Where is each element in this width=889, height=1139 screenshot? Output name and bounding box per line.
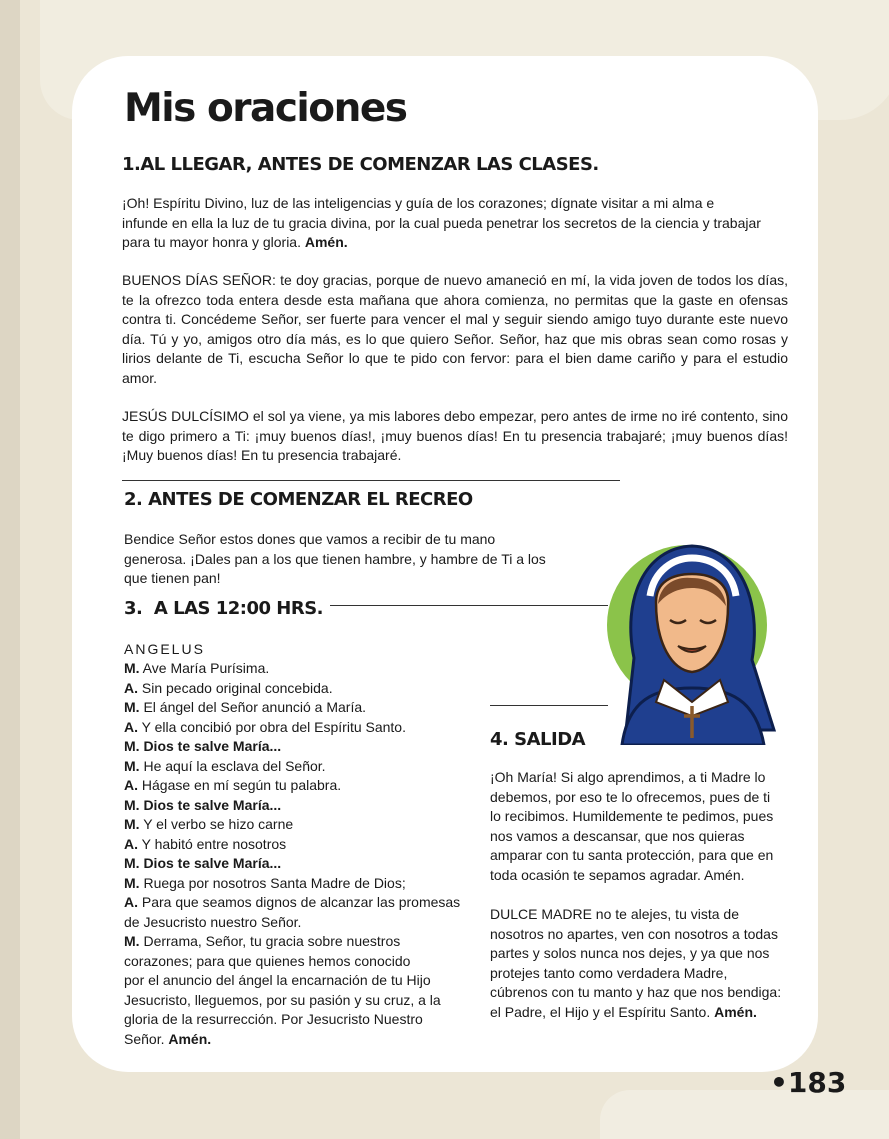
angelus-line: [124, 757, 474, 777]
angelus-line-lead: A.: [124, 718, 138, 735]
section1-paragraph1-amen: Amén.: [304, 234, 348, 250]
angelus-line: [124, 659, 474, 679]
angelus-line-text: por el anuncio del ángel la encarnación de tu Hijo: [124, 972, 431, 988]
angelus-line-text: Ave María Purísima.: [139, 660, 270, 676]
angelus-line: [124, 952, 474, 972]
angelus-line-text: gloria de la resurrección. Por Jesucristo Nuestro: [124, 1011, 423, 1027]
angelus-line-lead: A.: [124, 894, 138, 910]
angelus-line: [124, 796, 474, 816]
angelus-line-text: Y ella concibió por obra del Espíritu Santo.: [138, 718, 406, 735]
angelus-line-lead: A.: [124, 777, 138, 793]
angelus-line-lead: M. Dios te salve María...: [124, 738, 282, 754]
section1-heading: 1.AL LLEGAR, ANTES DE COMENZAR LAS CLASES.: [122, 154, 599, 175]
nun-illustration: [604, 540, 780, 745]
angelus-line: [124, 737, 474, 757]
page-number: [770, 1066, 846, 1099]
angelus-line: [124, 698, 474, 718]
angelus-line-lead: M.: [124, 660, 140, 676]
angelus-line-text: corazones; para que quienes hemos conocido: [124, 952, 411, 969]
angelus-line: [124, 854, 474, 874]
angelus-line-lead: M.: [124, 757, 140, 774]
angelus-line-lead: A.: [124, 679, 138, 696]
angelus-line: [124, 776, 474, 796]
angelus-line: [124, 679, 474, 699]
angelus-line-text: He aquí la esclava del Señor.: [139, 757, 326, 774]
angelus-line: [124, 971, 474, 991]
page-spine: [0, 0, 20, 1139]
angelus-line: [124, 932, 474, 952]
angelus-line-lead: M.: [124, 874, 140, 891]
angelus-line-text: Hágase en mí según tu palabra.: [138, 777, 342, 793]
angelus-line-text: El ángel del Señor anunció a María.: [139, 699, 367, 715]
angelus-list: [124, 659, 474, 1049]
angelus-line-lead: M.: [124, 816, 140, 832]
section4-heading: 4. SALIDA: [490, 729, 586, 750]
divider-rule: [122, 480, 620, 481]
angelus-line-text: Señor.: [124, 1030, 169, 1047]
angelus-line-text: Jesucristo, lleguemos, por su pasión y su cruz, a la: [124, 991, 441, 1008]
angelus-line-lead: M. Dios te salve María...: [124, 855, 282, 871]
divider-rule: [330, 605, 608, 606]
page-number-value: 183: [787, 1066, 847, 1099]
angelus-line-text: de Jesucristo nuestro Señor.: [124, 913, 302, 930]
angelus-line: [124, 1030, 474, 1050]
angelus-line: [124, 835, 474, 855]
section4-paragraph2-amen: Amén.: [714, 1003, 757, 1020]
section1-paragraph1-text: ¡Oh! Espíritu Divino, luz de las inteligencias y guía de los corazones; dígnate visitar a mi alma e infunde en ella la luz de tu gracia divina, por la cual pueda penetrar los secretos de la ciencia y trabajar para tu mayor honra y gloria.: [122, 195, 761, 250]
section1-paragraph1: [122, 194, 762, 253]
divider-rule: [490, 705, 608, 706]
angelus-line: [124, 991, 474, 1011]
angelus-line-text: Para que seamos dignos de alcanzar las promesas: [138, 894, 461, 910]
angelus-line: [124, 874, 474, 894]
angelus-line-text: Ruega por nosotros Santa Madre de Dios;: [139, 874, 406, 891]
bullet-dot-icon: •: [770, 1066, 788, 1099]
angelus-line: [124, 815, 474, 835]
angelus-line-text: Sin pecado original concebida.: [138, 679, 333, 696]
angelus-line-text: Y el verbo se hizo carne: [139, 816, 294, 832]
section1-paragraph3: JESÚS DULCÍSIMO el sol ya viene, ya mis labores debo empezar, pero antes de irme no iré contento, sino te digo primero a Ti: ¡muy buenos días!, ¡muy buenos días! En tu presencia trabajaré; ¡muy buenos días! ¡Muy buenos días! En tu presencia trabajaré.: [122, 408, 788, 463]
angelus-line-lead: A.: [124, 835, 138, 852]
angelus-line-amen: Amén.: [168, 1030, 212, 1047]
angelus-line-text: Y habitó entre nosotros: [138, 835, 287, 852]
section4-paragraph2: [490, 905, 782, 1022]
section4-paragraph2-text: DULCE MADRE no te alejes, tu vista de nosotros no apartes, ven con nosotros a todas partes y solos nunca nos dejes, y ya que nos protejes tanto como verdadera Madre, cúbrenos con tu manto y haz que nos bendiga: el Padre, el Hijo y el Espíritu Santo.: [490, 906, 782, 1020]
angelus-line: [124, 1010, 474, 1030]
section3-heading: 3. A LAS 12:00 HRS.: [124, 598, 324, 619]
section2-paragraph: Bendice Señor estos dones que vamos a recibir de tu mano generosa. ¡Dales pan a los que tienen hambre, y hambre de Ti a los que tienen pan!: [124, 531, 546, 586]
angelus-line-lead: M.: [124, 933, 140, 949]
page-title: Mis oraciones: [124, 86, 407, 131]
section4-paragraph1: ¡Oh María! Si algo aprendimos, a ti Madre lo debemos, por eso te lo ofrecemos, pues de ti lo recibimos. Humildemente te pedimos, pues nos vamos a descansar, que nos quieras amparar con tu santa protección, para que en toda ocasión te sepamos agradar. Amén.: [490, 769, 774, 883]
angelus-line: [124, 718, 474, 738]
angelus-line: [124, 913, 474, 933]
section2-heading: 2. ANTES DE COMENZAR EL RECREO: [124, 489, 473, 510]
angelus-line-lead: M. Dios te salve María...: [124, 796, 282, 813]
angelus-line: [124, 893, 474, 913]
angelus-subtitle: ANGELUS: [124, 641, 205, 657]
angelus-line-text: Derrama, Señor, tu gracia sobre nuestros: [139, 933, 401, 949]
angelus-line-lead: M.: [124, 699, 140, 715]
section1-paragraph2: BUENOS DÍAS SEÑOR: te doy gracias, porque de nuevo amaneció en mí, la vida joven de todos los días, te la ofrezco toda entera desde esta mañana que ahora comienza, no permitas que la gaste en ofensas contra ti. Concédeme Señor, ser fuerte para vencer el mal y seguir siendo amigo tuyo durante este nuevo día. Tú y yo, amigos otro día más, es lo que quiero Señor. Señor, haz que mis obras sean como rosas y lirios delante de Ti, escucha Señor lo que te pido con fervor: para el bien dame cariño y para el estudio amor.: [122, 272, 788, 386]
